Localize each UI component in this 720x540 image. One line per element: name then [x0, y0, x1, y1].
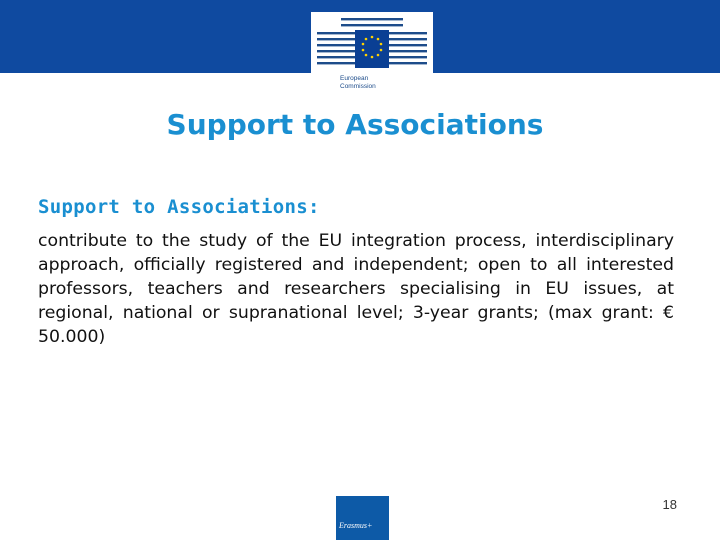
commission-building-icon: [311, 12, 433, 74]
section-heading: Support to Associations:: [38, 196, 320, 218]
erasmus-label: Erasmus+: [339, 521, 373, 530]
erasmus-plus-logo: [336, 496, 389, 540]
european-commission-logo: [311, 12, 433, 96]
page-number: 18: [662, 497, 677, 512]
body-paragraph: contribute to the study of the EU integration process, interdisciplinary approach, officially registered and independent; open to all interested professors, teachers and researchers specialising in EU issues, at regional, national or supranational level; 3-year grants; (max grant: € 50.000): [38, 231, 674, 347]
slide-title: Support to Associations: [166, 108, 544, 141]
logo-text: European Commission: [340, 75, 376, 90]
